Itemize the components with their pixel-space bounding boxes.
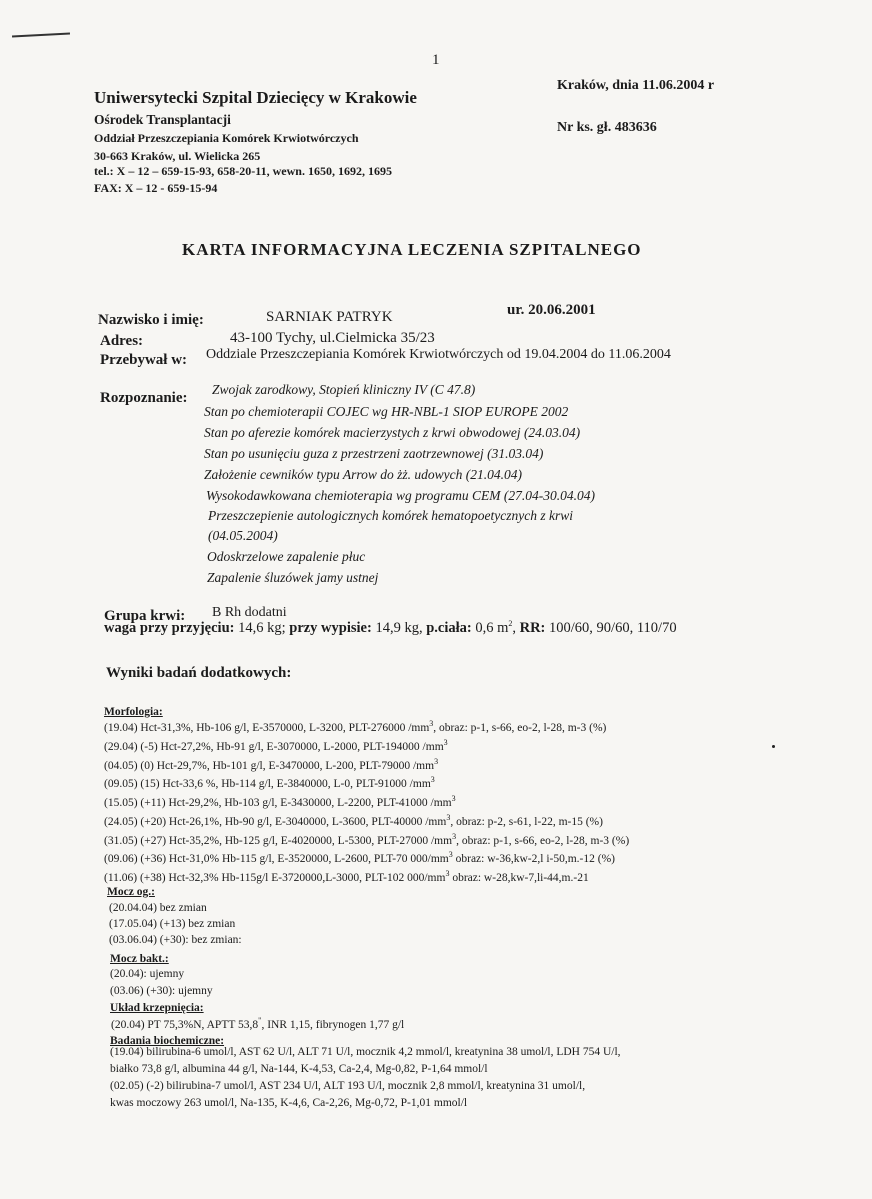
transplant-center: Ośrodek Transplantacji (94, 112, 231, 127)
morphology-text: (09.05) (15) Hct-33,6 %, Hb-114 g/l, E-3840000, L-0, PLT-91000 /mm (104, 777, 431, 790)
urine-row: (03.06.04) (+30): bez zmian: (109, 934, 242, 946)
results-title: Wyniki badań dodatkowych: (106, 665, 292, 681)
coag-label: Układ krzepnięcia: (110, 1002, 204, 1014)
bsa-label: p.ciała: (426, 619, 472, 636)
weight-in: 14,6 kg; (238, 619, 286, 636)
diagnosis-line: (04.05.2004) (208, 528, 278, 543)
weight-out: 14,9 kg, (375, 619, 423, 636)
morphology-sup: 3 (429, 719, 434, 728)
stay-label: Przebywał w: (100, 352, 188, 368)
coag-text: (20.04) PT 75,3%N, APTT 53,8 (111, 1018, 259, 1031)
morphology-text: (24.05) (+20) Hct-26,1%, Hb-90 g/l, E-3040000, L-3600, PLT-40000 /mm (104, 815, 447, 828)
document-title: KARTA INFORMACYJNA LECZENIA SZPITALNEGO (182, 240, 642, 259)
diagnosis-line: Wysokodawkowana chemioterapia wg programu CEM (27.04-30.04.04) (206, 488, 595, 503)
pen-mark (12, 32, 70, 37)
document-date: Kraków, dnia 11.06.2004 r (557, 78, 715, 93)
ink-dot (772, 745, 775, 748)
blood-group: B Rh dodatni (212, 605, 287, 620)
morphology-extra: obraz: w-36,kw-2,l i-50,m.-12 (%) (452, 852, 615, 865)
morphology-text: (29.04) (-5) Hct-27,2%, Hb-91 g/l, E-3070000, L-2000, PLT-194000 /mm (104, 740, 444, 753)
diagnosis-label: Rozpoznanie: (100, 390, 188, 406)
hospital-phone: tel.: X – 12 – 659-15-93, 658-20-11, wewn. 1650, 1692, 1695 (94, 164, 392, 178)
morphology-extra: , obraz: p-1, s-66, eo-2, l-28, m-3 (%) (456, 834, 630, 847)
morphology-sup: 3 (430, 775, 435, 784)
morphology-extra: obraz: w-28,kw-7,li-44,m.-21 (449, 871, 589, 884)
biochem-row: białko 73,8 g/l, albumina 44 g/l, Na-144, K-4,53, Ca-2,4, Mg-0,82, P-1,64 mmol/l (110, 1063, 488, 1075)
biochem-row: (19.04) bilirubina-6 umol/l, AST 62 U/l, ALT 71 U/l, mocznik 4,2 mmol/l, kreatynina 38 umol/l, LDH 754 U/l, (110, 1046, 621, 1058)
page-number: 1 (432, 52, 440, 68)
morphology-sup: 3 (434, 757, 439, 766)
morphology-sup: 3 (445, 869, 450, 878)
biochem-label: Badania biochemiczne: (110, 1035, 225, 1047)
birth-date: ur. 20.06.2001 (507, 302, 596, 318)
diagnosis-line: Stan po aferezie komórek macierzystych z krwi obwodowej (24.03.04) (204, 425, 581, 440)
diagnosis-line: Stan po usunięciu guza z przestrzeni zaotrzewnowej (31.03.04) (204, 446, 544, 461)
hospital-stay: Oddziale Przeszczepiania Komórek Krwiotwórczych od 19.04.2004 do 11.06.2004 (206, 347, 671, 362)
urine-row: (17.05.04) (+13) bez zmian (109, 918, 236, 930)
bsa-value: 0,6 m (475, 619, 509, 636)
diagnosis-line: Przeszczepienie autologicznych komórek hematopoetycznych z krwi (208, 508, 574, 523)
morphology-text: (31.05) (+27) Hct-35,2%, Hb-125 g/l, E-4020000, L-5300, PLT-27000 /mm (104, 834, 453, 847)
patient-name: SARNIAK PATRYK (266, 309, 393, 325)
morphology-sup: 3 (451, 794, 456, 803)
morphology-row (104, 738, 448, 753)
morphology-row (104, 719, 606, 734)
urine-bact-row: (20.04): ujemny (110, 968, 185, 980)
morphology-sup: 3 (443, 738, 448, 747)
coag-rest: , INR 1,15, fibrynogen 1,77 g/l (261, 1018, 405, 1031)
morphology-row (104, 869, 589, 884)
hospital-fax: FAX: X – 12 - 659-15-94 (94, 181, 218, 195)
biochem-row: kwas moczowy 263 umol/l, Na-135, K-4,6, Ca-2,26, Mg-0,72, P-1,01 mmol/l (110, 1097, 468, 1109)
diagnosis-line: Założenie cewników typu Arrow do żż. udowych (21.04.04) (204, 467, 522, 482)
morphology-sup: 3 (448, 850, 453, 859)
weight-line: waga przy przyjęciu: 14,6 kg; przy wypisie: 14,9 kg, p.ciała: 0,6 $m^2$, RR: 100/60, 90/60, 110/70 (104, 619, 677, 636)
weight-out-label: przy wypisie: (289, 619, 372, 636)
hospital-name: Uniwersytecki Szpital Dziecięcy w Krakowie (94, 88, 417, 107)
name-label: Nazwisko i imię: (98, 312, 204, 328)
diagnosis-line: Odoskrzelowe zapalenie płuc (207, 549, 366, 564)
urine-bact-label: Mocz bakt.: (110, 953, 169, 965)
morphology-row (104, 775, 435, 790)
morphology-extra: , obraz: p-1, s-66, eo-2, l-28, m-3 (%) (433, 721, 607, 734)
coag-row (111, 1016, 404, 1031)
morphology-row (104, 813, 603, 828)
weight-in-label: waga przy przyjęciu: (104, 619, 235, 636)
urine-label: Mocz og.: (107, 886, 155, 898)
rr-value: 100/60, 90/60, 110/70 (549, 619, 677, 636)
urine-bact-row: (03.06) (+30): ujemny (110, 985, 213, 997)
diagnosis-line: Stan po chemioterapii COJEC wg HR-NBL-1 SIOP EUROPE 2002 (204, 404, 569, 419)
morphology-row (104, 832, 629, 847)
blood-group-label: Grupa krwi: (104, 608, 186, 624)
morphology-sup: 3 (452, 832, 457, 841)
coag-sup: " (258, 1016, 262, 1025)
hospital-address: 30-663 Kraków, ul. Wielicka 265 (94, 149, 261, 163)
bsa-sup: 2 (508, 619, 513, 628)
morphology-extra: , obraz: p-2, s-61, l-22, m-15 (%) (450, 815, 603, 828)
morphology-text: (15.05) (+11) Hct-29,2%, Hb-103 g/l, E-3430000, L-2200, PLT-41000 /mm (104, 796, 452, 809)
morphology-row (104, 757, 438, 772)
morphology-label: Morfologia: (104, 706, 163, 718)
diagnosis-line: Zwojak zarodkowy, Stopień kliniczny IV (C 47.8) (212, 382, 476, 397)
department-name: Oddział Przeszczepiania Komórek Krwiotwórczych (94, 131, 359, 145)
morphology-text: (19.04) Hct-31,3%, Hb-106 g/l, E-3570000, L-3200, PLT-276000 /mm (104, 721, 430, 734)
record-number: Nr ks. gł. 483636 (557, 120, 657, 135)
address-label: Adres: (100, 333, 144, 349)
morphology-row (104, 794, 456, 809)
urine-row: (20.04.04) bez zmian (109, 902, 207, 914)
biochem-row: (02.05) (-2) bilirubina-7 umol/l, AST 234 U/l, ALT 193 U/l, mocznik 2,8 mmol/l, kreatynina 31 umol/l, (110, 1080, 586, 1092)
rr-label: RR: (519, 619, 546, 636)
patient-address: 43-100 Tychy, ul.Cielmicka 35/23 (230, 330, 435, 346)
morphology-text: (04.05) (0) Hct-29,7%, Hb-101 g/l, E-3470000, L-200, PLT-79000 /mm (104, 759, 435, 772)
morphology-row (104, 850, 615, 865)
morphology-sup: 3 (446, 813, 451, 822)
diagnosis-line: Zapalenie śluzówek jamy ustnej (207, 570, 379, 585)
morphology-text: (11.06) (+38) Hct-32,3% Hb-115g/l E-3720000,L-3000, PLT-102 000/mm (104, 871, 446, 884)
morphology-text: (09.06) (+36) Hct-31,0% Hb-115 g/l, E-3520000, L-2600, PLT-70 000/mm (104, 852, 449, 865)
